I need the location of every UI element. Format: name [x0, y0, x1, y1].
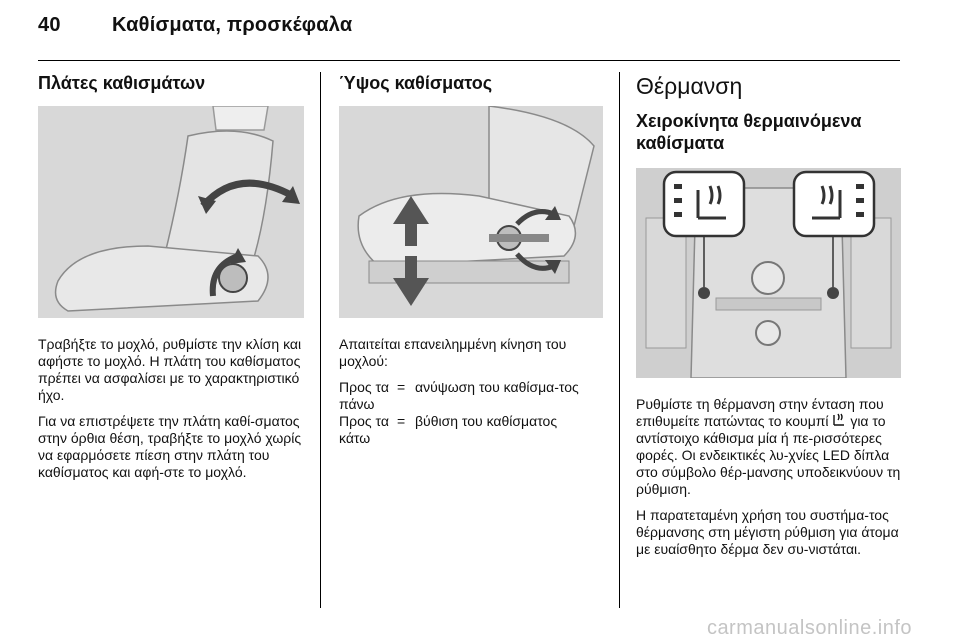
- definition-desc: ανύψωση του καθίσμα-τος: [415, 379, 579, 395]
- heating-paragraph-1-after: για το αντίστοιχο κάθισμα μία ή πε-ρισσότερες φορές. Οι ενδεικτικές λυ-χνίες LED δίπλα στο σύμβολο θέρ-μανσης υποδεικνύουν τη ρύθμιση.: [636, 413, 901, 497]
- page-title: Καθίσματα, προσκέφαλα: [112, 14, 353, 36]
- section-heading: Ύψος καθίσματος: [339, 73, 493, 93]
- seat-height-drawing: [339, 106, 603, 318]
- definition-term: Προς τα πάνω: [339, 379, 389, 412]
- backrest-paragraph-1: Τραβήξτε το μοχλό, ρυθμίστε την κλίση και αφήστε το μοχλό. Η πλάτη του καθίσματος πρέπει να ασφαλίσει με το χαρακτηριστικό ήχο.: [38, 336, 302, 403]
- header-divider: [38, 60, 900, 61]
- heating-paragraph-2: Η παρατεταμένη χρήση του συστήμα-τος θέρμανσης στη μέγιστη ρύθμιση για άτομα με ευαίσθητο δέρμα δεν συ-νιστάται.: [636, 507, 899, 557]
- section-subheading: Χειροκίνητα θερμαινόμενα καθίσματα: [636, 111, 862, 153]
- definition-row: [339, 413, 603, 447]
- definition-desc: βύθιση του καθίσματος: [415, 413, 558, 429]
- column-divider-2: [619, 72, 620, 608]
- center-console-drawing: [636, 168, 901, 378]
- heated-seat-icon: [832, 413, 846, 430]
- heating-paragraph-1: [636, 396, 901, 498]
- section-heating: [636, 72, 901, 558]
- backrest-seat-drawing: [38, 106, 304, 318]
- seat-height-intro: Απαιτείται επανειλημμένη κίνηση του μοχλού:: [339, 336, 567, 369]
- watermark: carmanualsonline.info: [706, 617, 912, 639]
- definition-sep: =: [397, 413, 406, 429]
- column-divider-1: [320, 72, 321, 608]
- section-heading: Πλάτες καθισμάτων: [38, 73, 206, 93]
- section-seat-backrests: [38, 72, 304, 481]
- backrest-illustration: [38, 106, 304, 318]
- heating-paragraph-1-before: Ρυθμίστε τη θέρμανση στην ένταση που επιθυμείτε πατώντας το κουμπί: [636, 396, 884, 429]
- definition-sep: =: [397, 379, 406, 395]
- page-header: [38, 14, 352, 37]
- definition-term: Προς τα κάτω: [339, 413, 389, 446]
- definition-row: [339, 379, 603, 413]
- seat-height-illustration: [339, 106, 603, 318]
- backrest-paragraph-2: Για να επιστρέψετε την πλάτη καθί-σματος στην όρθια θέση, τραβήξτε το μοχλό χωρίς να εφαρμόσετε πίεση στην πλάτη του καθίσματος και αφή-στε το μοχλό.: [38, 413, 302, 480]
- page-number: 40: [38, 14, 61, 36]
- section-heading: Θέρμανση: [636, 73, 743, 99]
- heated-seat-controls-illustration: [636, 168, 901, 378]
- section-seat-height: [339, 72, 603, 447]
